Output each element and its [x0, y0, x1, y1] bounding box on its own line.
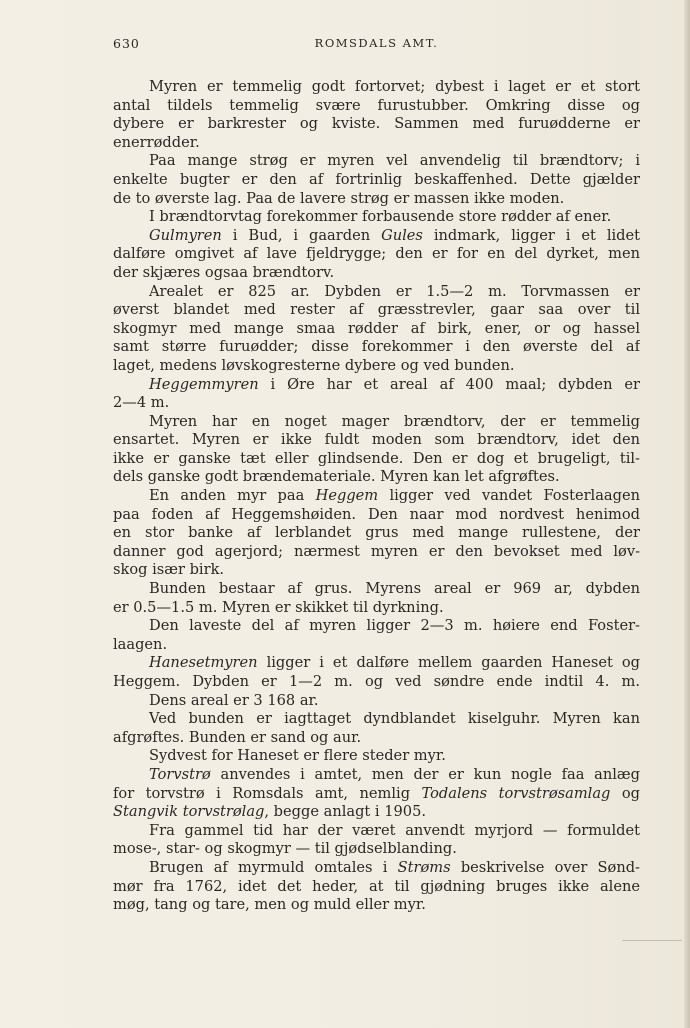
text-line: skog især birk.: [113, 561, 225, 579]
text-line: laagen.: [113, 635, 168, 653]
text-line: Brugen af myrmuld omtales i Strøms beskrivelse over Sønd-: [149, 858, 640, 876]
page-edge-line: [622, 940, 682, 941]
text-line: Myren har en noget mager brændtorv, der er temmelig: [149, 412, 640, 430]
text-line: dalføre omgivet af lave fjeldrygge; den er for en del dyrket, men: [113, 245, 640, 263]
text-line: er 0.5—1.5 m. Myren er skikket til dyrkning.: [113, 598, 444, 616]
text-line: enkelte bugter er den af fortrinlig beskaffenhed. Dette gjælder: [113, 170, 640, 188]
text-line: de to øverste lag. Paa de lavere strøg er massen ikke moden.: [113, 189, 565, 207]
page-edge: [684, 0, 690, 1028]
text-line: samt større furuødder; disse forekommer i den øverste del af: [113, 338, 640, 356]
text-line: dybere er barkrester og kviste. Sammen med furuødderne er: [113, 115, 640, 133]
text-line: Stangvik torvstrølag, begge anlagt i 1905.: [113, 803, 427, 821]
text-line: Torvstrø anvendes i amtet, men der er kun nogle faa anlæg: [149, 765, 640, 783]
running-head: ROMSDALS AMT.: [314, 36, 439, 50]
text-line: enerrødder.: [113, 133, 200, 151]
text-line: Arealet er 825 ar. Dybden er 1.5—2 m. Torvmassen er: [149, 282, 640, 300]
text-line: mose-, star- og skogmyr — til gjødselblanding.: [113, 840, 457, 858]
text-line: mør fra 1762, idet det heder, at til gjødning bruges ikke alene: [113, 877, 640, 895]
text-line: Heggemmyren i Øre har et areal af 400 maal; dybden er: [149, 375, 640, 393]
text-line: 2—4 m.: [113, 394, 170, 412]
text-line: I brændtorvtag forekommer forbausende store rødder af ener.: [149, 208, 612, 226]
text-line: en stor banke af lerblandet grus med mange rullestene, der: [113, 524, 640, 542]
text-line: for torvstrø i Romsdals amt, nemlig Todalens torvstrøsamlag og: [113, 784, 640, 802]
text-line: der skjæres ogsaa brændtorv.: [113, 263, 335, 281]
text-line: Fra gammel tid har der været anvendt myrjord — formuldet: [149, 821, 640, 839]
text-line: Den laveste del af myren ligger 2—3 m. høiere end Foster-: [149, 617, 640, 635]
text-line: Myren er temmelig godt fortorvet; dybest i laget er et stort: [149, 78, 640, 95]
text-line: afgrøftes. Bunden er sand og aur.: [113, 728, 362, 746]
text-line: dels ganske godt brændemateriale. Myren kan let afgrøftes.: [113, 468, 560, 486]
text-line: En anden myr paa Heggem ligger ved vandet Fosterlaagen: [149, 487, 640, 505]
text-line: skogmyr med mange smaa rødder af birk, ener, or og hassel: [113, 319, 640, 337]
text-line: Sydvest for Haneset er flere steder myr.: [149, 747, 446, 765]
text-line: danner god agerjord; nærmest myren er den bevokset med løv-: [113, 542, 640, 560]
text-line: Paa mange strøg er myren vel anvendelig til brændtorv; i: [149, 152, 640, 170]
text-line: Gulmyren i Bud, i gaarden Gules indmark, ligger i et lidet: [149, 226, 640, 244]
body-text: [113, 78, 640, 915]
text-line: Heggem. Dybden er 1—2 m. og ved søndre ende indtil 4. m.: [113, 673, 640, 690]
text-line: laget, medens løvskogresterne dybere og ved bunden.: [113, 356, 515, 374]
text-line: møg, tang og tare, men og muld eller myr.: [113, 896, 426, 914]
text-line: ikke er ganske tæt eller glindsende. Den er dog et brugeligt, til-: [113, 449, 640, 467]
text-line: ensartet. Myren er ikke fuldt moden som brændtorv, idet den: [113, 431, 640, 449]
text-line: Ved bunden er iagttaget dyndblandet kiselguhr. Myren kan: [149, 710, 640, 728]
page-number: 630: [113, 36, 140, 51]
text-line: Dens areal er 3 168 ar.: [149, 691, 319, 709]
text-line: paa foden af Heggemshøiden. Den naar mod nordvest henimod: [113, 505, 640, 523]
text-line: øverst blandet med rester af græsstrevler, gaar saa over til: [113, 301, 640, 319]
page-header: [113, 36, 640, 56]
text-line: Bunden bestaar af grus. Myrens areal er 969 ar, dybden: [149, 580, 640, 598]
text-line: Hanesetmyren ligger i et dalføre mellem gaarden Haneset og: [149, 654, 640, 672]
text-line: antal tildels temmelig svære furustubber. Omkring disse og: [113, 96, 640, 114]
